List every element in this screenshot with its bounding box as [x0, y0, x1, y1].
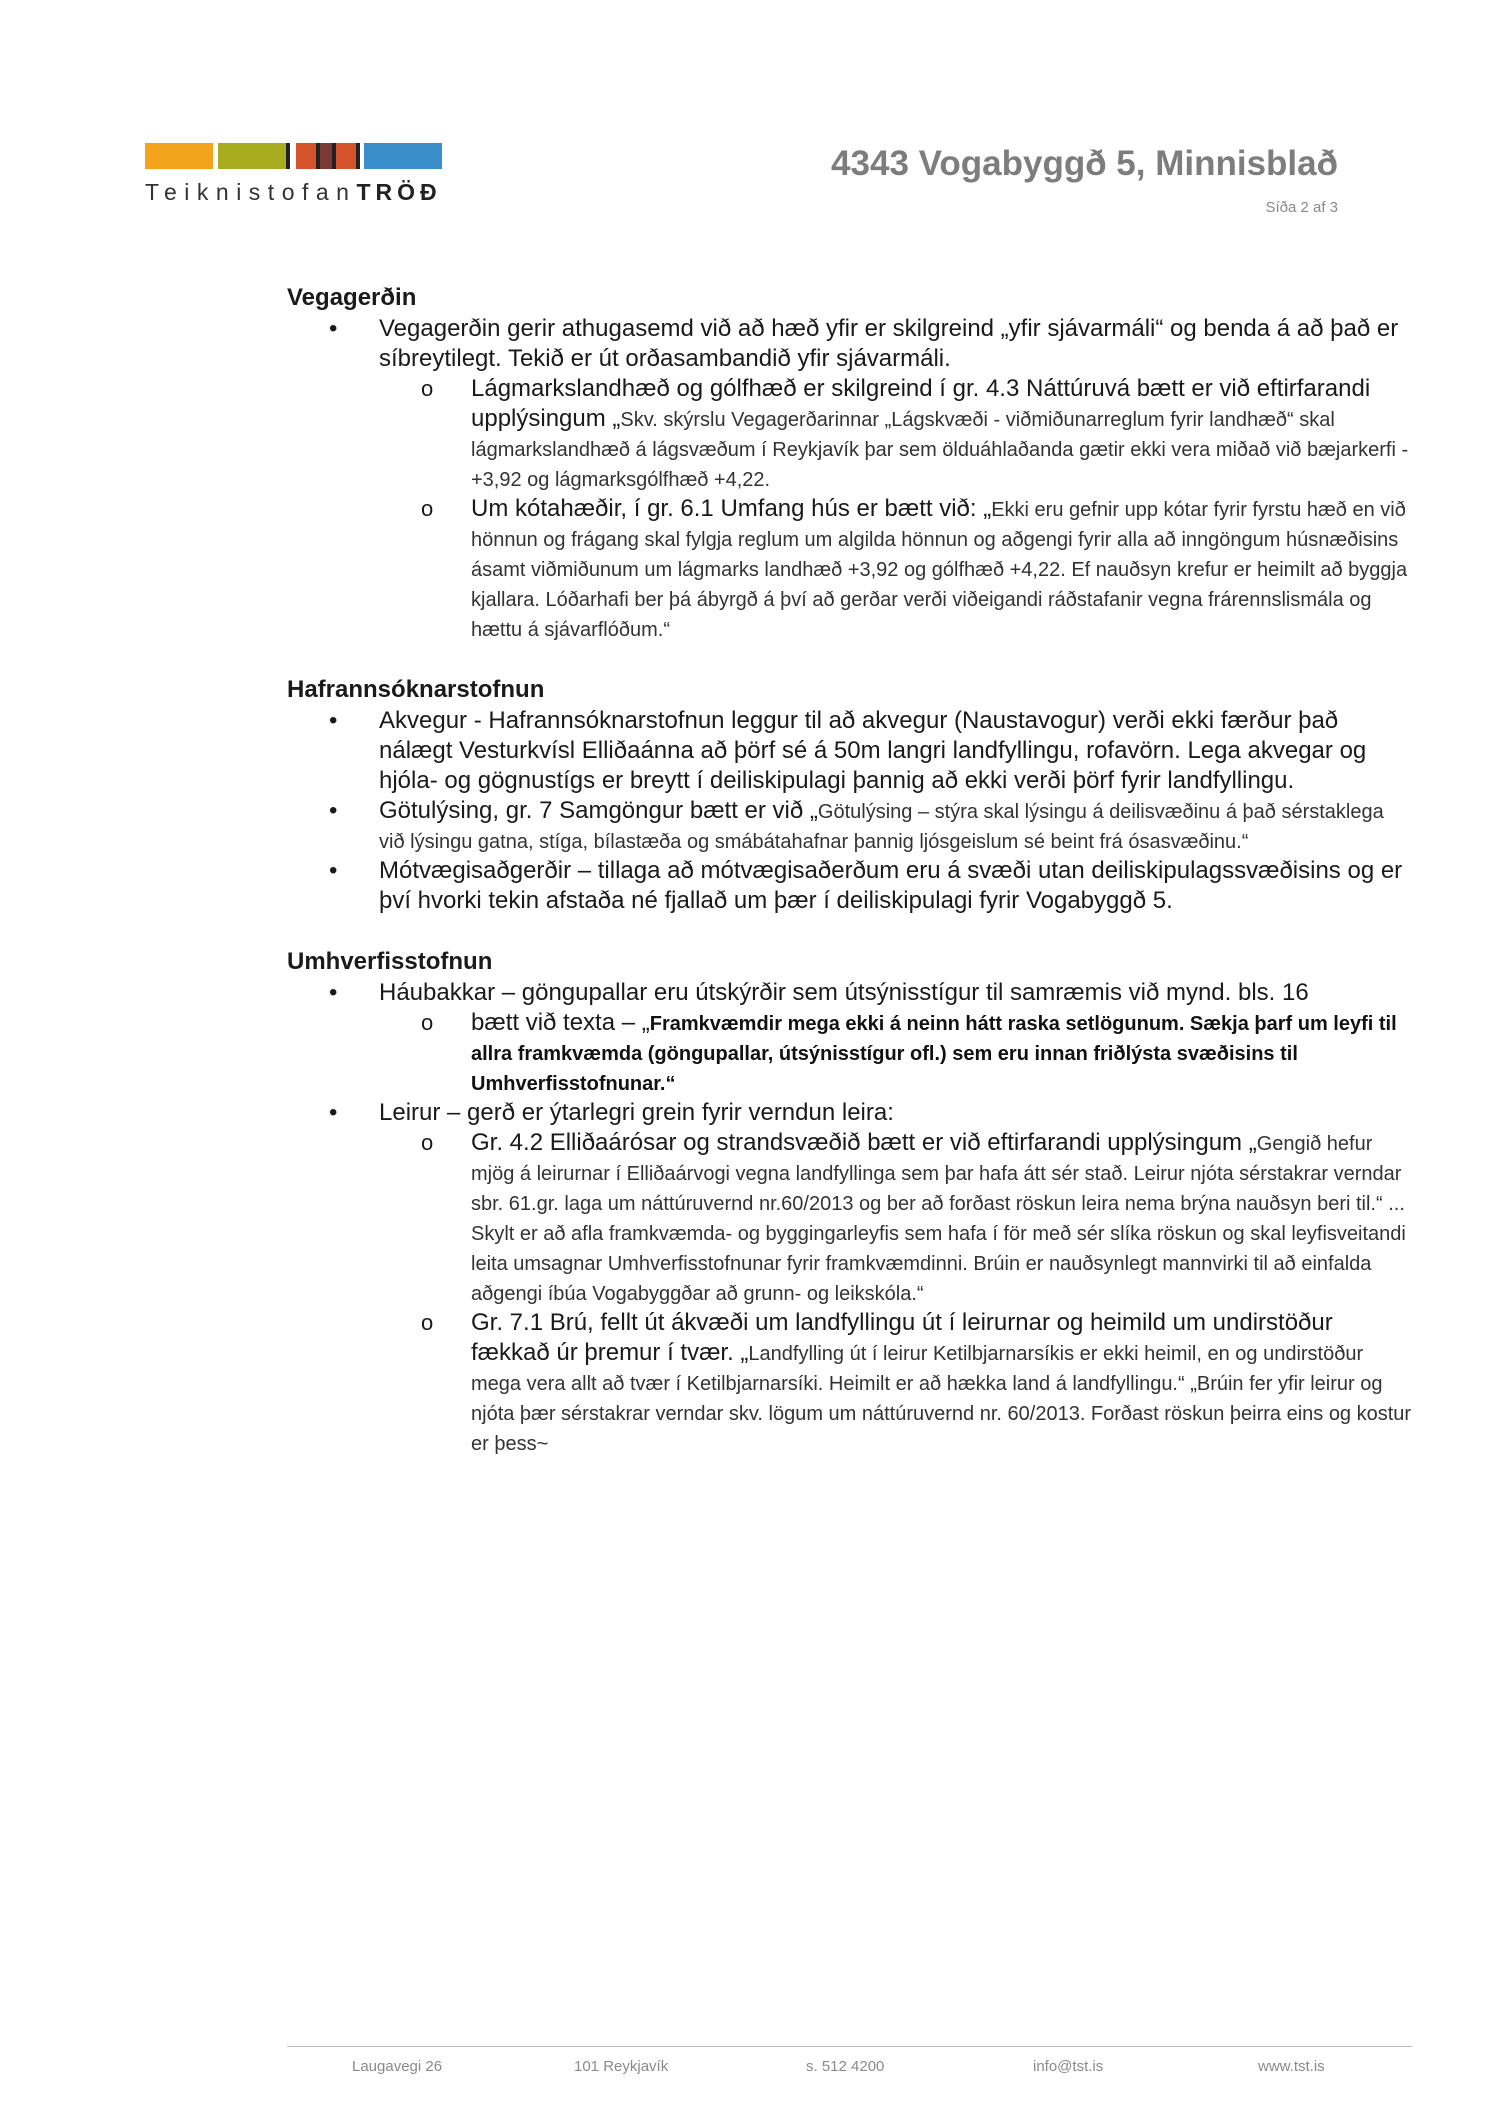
bold-quoted-text: Framkvæmdir mega ekki á neinn hátt raska setlögunum. Sækja þarf um leyfi til allra framkvæmda (göngupallar, útsýnisstígur ofl.) sem eru innan friðlýsta svæðisins til Umhverfisstofnunar.“ [471, 1013, 1397, 1095]
footer-phone[interactable]: s. 512 4200 [806, 2058, 885, 2075]
sub-list-item [379, 1308, 1412, 1458]
quoted-text: Götulýsing – stýra skal lýsingu á deilisvæðinu á það sérstaklega við lýsingu gatna, stíga, bílastæða og smábátahafnar þannig ljósgeislum sé beint frá ósasvæðinu.“ [379, 801, 1384, 853]
logo-swatch-olive [218, 143, 286, 169]
section-heading: Vegagerðin [287, 284, 417, 311]
list-item [287, 856, 1412, 916]
bullet-list [287, 314, 1412, 644]
logo-text [145, 179, 442, 206]
company-logo [145, 143, 442, 206]
logo-swatch-blue [364, 143, 442, 169]
bullet-text: Akvegur - Hafrannsóknarstofnun leggur til að akvegur (Naustavogur) verði ekki færður það nálægt Vesturkvísl Elliðaánna að þörf sé á 50m langri landfyllingu, rofavörn. Lega akvegar og hjóla- og gögnustígs er breytt í deiliskipulagi þannig að ekki verði þörf fyrir landfyllingu. [379, 707, 1367, 794]
quoted-text: Landfylling út í leirur Ketilbjarnarsíkis er ekki heimil, en og undirstöður mega vera allt að tvær í Ketilbjarnarsíki. Heimilt er að hækka land á landfyllingu.“ „Brúin fer yfir leirur og njóta þær sérstakrar verndar skv. lögum um náttúruvernd nr. 60/2013. Forðast röskun þeirra eins og kostur er þess~ [471, 1343, 1412, 1455]
sub-list-item [379, 1128, 1412, 1308]
list-item [287, 314, 1412, 644]
footer-email-link[interactable]: info@tst.is [1033, 2058, 1104, 2075]
section-umhverfisstofnun [287, 946, 1412, 1458]
sub-list-item [379, 1008, 1412, 1098]
bullet-list [287, 706, 1412, 916]
footer-web-link[interactable]: www.tst.is [1258, 2058, 1325, 2075]
quoted-text: Ekki eru gefnir upp kótar fyrir fyrstu hæð en við hönnun og frágang skal fylgja reglum um algilda hönnun og aðgengi fyrir alla að inngöngum húsnæðisins ásamt viðmiðunum um lágmarks landhæð +3,92 og gólfhæð +4,22. Ef nauðsyn krefur er heimilt að byggja kjallara. Lóðarhafi ber þá ábyrgð á því að gerðar verði viðeigandi ráðstafanir vegna frárennslismála og hættu á sjávarflóðum.“ [471, 499, 1408, 641]
sub-list-item [379, 374, 1412, 494]
bullet-lead: Götulýsing, gr. 7 Samgöngur bætt er við „ [379, 797, 818, 824]
section-heading: Hafrannsóknarstofnun [287, 676, 545, 703]
logo-text-light: Teiknistofan [145, 179, 357, 205]
list-item [287, 978, 1412, 1098]
page-number: Síða 2 af 3 [1265, 199, 1338, 216]
sub-item-lead: bætt við texta – „ [471, 1009, 650, 1036]
footer-address: Laugavegi 26 [352, 2058, 443, 2075]
logo-swatch-red [296, 143, 316, 169]
sub-item-lead: Gr. 4.2 Elliðaárósar og strandsvæðið bætt er við eftirfarandi upplýsingum „ [471, 1129, 1257, 1156]
bullet-list [287, 978, 1412, 1458]
document-body [287, 282, 1412, 1458]
section-vegagerdin [287, 282, 1412, 644]
footer-city: 101 Reykjavík [574, 2058, 669, 2075]
quoted-text: Gengið hefur mjög á leirurnar í Elliðaárvogi vegna landfyllinga sem þar hafa átt sér stað. Leirur njóta sérstakrar verndar sbr. 61.gr. laga um náttúruvernd nr.60/2013 og ber að forðast röskun leira nema brýna nauðsyn beri til.“ ... Skylt er að afla framkvæmda- og byggingarleyfis sem hafa í för með sér slíka röskun og skal leyfisveitandi leita umsagnar Umhverfisstofnunar fyrir framkvæmdinni. Brúin er nauðsynlegt mannvirki til að einfalda aðgengi íbúa Vogabyggðar að grunn- og leikskóla.“ [471, 1133, 1406, 1305]
list-item [287, 796, 1412, 856]
list-item [287, 706, 1412, 796]
quoted-text: Skv. skýrslu Vegagerðarinnar „Lágskvæði - viðmiðunarreglum fyrir landhæð“ skal lágmarkslandhæð á lágsvæðum í Reykjavík þar sem ölduáhlaðanda gætir ekki vera miðað við bæjarkerfi -+3,92 og lágmarksgólfhæð +4,22. [471, 409, 1409, 491]
logo-swatch-orange [145, 143, 213, 169]
sub-item-lead: Lágmarkslandhæð og gólfhæð er skilgreind í gr. 4.3 Náttúruvá bætt er við eftirfarandi upplýsingum „ [471, 375, 1371, 432]
bullet-text: Vegagerðin gerir athugasemd við að hæð yfir er skilgreind „yfir sjávarmáli“ og benda á að það er síbreytilegt. Tekið er út orðasambandið yfir sjávarmáli. [379, 315, 1399, 372]
sub-item-lead: Um kótahæðir, í gr. 6.1 Umfang hús er bætt við: „ [471, 495, 992, 522]
bullet-text: Mótvægisaðgerðir – tillaga að mótvægisaðerðum eru á svæði utan deiliskipulagssvæðisins og er því hvorki tekin afstaða né fjallað um þær í deiliskipulagi fyrir Vogabyggð 5. [379, 857, 1403, 914]
sub-list [379, 374, 1412, 644]
bullet-text: Leirur – gerð er ýtarlegri grein fyrir verndun leira: [379, 1099, 894, 1126]
section-hafrannsoknarstofnun [287, 674, 1412, 916]
section-heading: Umhverfisstofnun [287, 948, 493, 975]
list-item [287, 1098, 1412, 1458]
logo-text-bold: TRÖÐ [356, 179, 442, 205]
sub-list-item [379, 494, 1412, 644]
bullet-text: Háubakkar – göngupallar eru útskýrðir sem útsýnisstígur til samræmis við mynd. bls. 16 [379, 979, 1309, 1006]
footer-divider [287, 2046, 1412, 2047]
document-title: 4343 Vogabyggð 5, Minnisblað [831, 144, 1338, 183]
logo-color-bar [145, 143, 442, 169]
sub-item-lead: Gr. 7.1 Brú, fellt út ákvæði um landfyllingu út í leirurnar og heimild um undirstöður fækkað úr þremur í tvær. „ [471, 1309, 1333, 1366]
sub-list [379, 1128, 1412, 1458]
sub-list [379, 1008, 1412, 1098]
